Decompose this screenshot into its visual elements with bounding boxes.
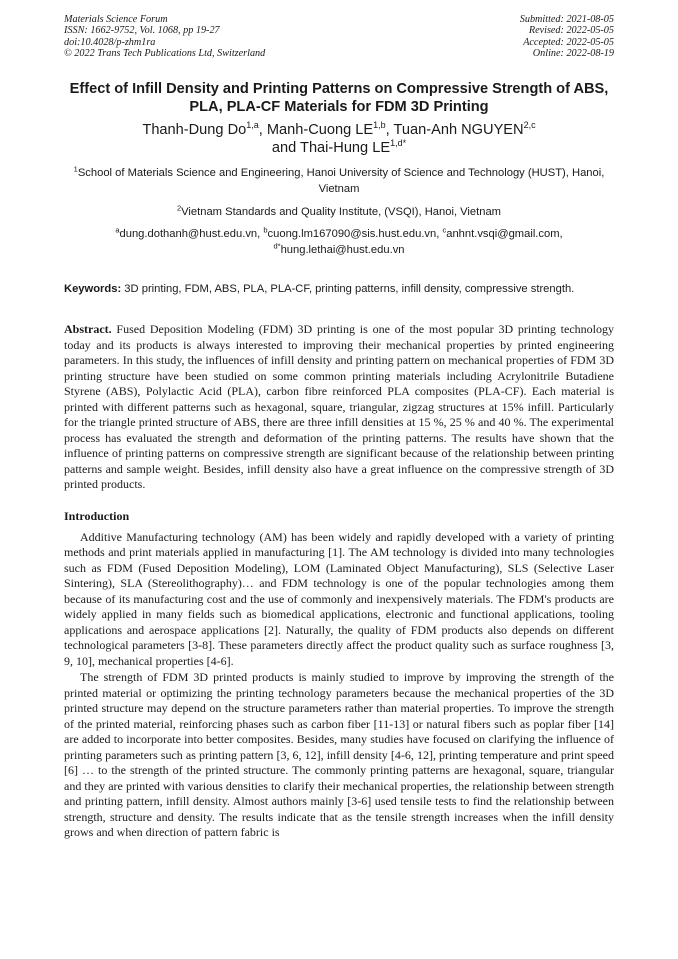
paper-title: Effect of Infill Density and Printing Patterns on Compressive Strength of ABS, PLA, PLA-CF Materials for FDM 3D Printing: [69, 80, 609, 115]
email-b[interactable]: $^b$cuong.lm167090@sis.hust.edu.vn,: [263, 224, 443, 240]
publication-dates: [520, 14, 614, 60]
introduction-heading: Introduction: [64, 508, 130, 523]
keywords-text: 3D printing, FDM, ABS, PLA, PLA-CF, printing patterns, infill density, compressive strength.: [121, 282, 575, 295]
accepted-date: Accepted: 2022-05-05: [523, 36, 614, 48]
journal-name: Materials Science Forum: [64, 14, 168, 25]
keywords-section: [64, 282, 614, 296]
copyright-line: © 2022 Trans Tech Publications Ltd, Switzerland: [64, 48, 266, 60]
author-list: [64, 121, 614, 157]
email-a[interactable]: $^a$dung.dothanh@hust.edu.vn,: [115, 224, 264, 240]
abstract-label: Abstract.: [64, 322, 112, 337]
revised-date: Revised: 2022-05-05: [528, 25, 614, 37]
submitted-date: Submitted: 2021-08-05: [519, 14, 614, 25]
author-2: Manh-Cuong LE$^{1,b}$,: [266, 119, 394, 138]
intro-paragraph-2: The strength of FDM 3D printed products is mainly studied to improve by improving the strength of the printed material or optimizing the printing technology parameters because the mechanical properties of the 3D printed structure may depend on the structure parameters rather than material properties. To improve the strength of the printed material, reinforcing phases such as carbon fiber [11-13] or natural fibers such as poplar fiber [14] are added to incorporate into better composites. Besides, many studies have focused on clarifying the influence of printing parameters such as printing pattern [3, 6, 12], infill density [4-6, 12], printing temperature and print speed [6] … to the strength of the printed structure. The commonly printing patterns are hexagonal, square, triangular and they are printed with various densities to clarify their mechanical properties, the relationship between strength and printing pattern, infill density. Almost authors mainly [3-6] used tensile tests to find the relationship between strength, structure and density. The results indicate that as the tensile strength increases when the infill density grows and when direction of pattern fabric is: [64, 670, 614, 840]
author-emails: [64, 226, 614, 258]
issn-line: ISSN: 1662-9752, Vol. 1068, pp 19-27: [64, 25, 220, 37]
email-d[interactable]: $^{d*}$hung.lethai@hust.edu.vn: [273, 240, 405, 256]
author-1: Thanh-Dung Do$^{1,a}$,: [142, 119, 267, 138]
doi-line: doi:10.4028/p-zhm1ra: [64, 36, 156, 48]
abstract-text: Fused Deposition Modeling (FDM) 3D printing is one of the most popular 3D printing technology today and its products is always interested to improving their mechanical properties by printed engineering parameters. In this study, the influences of infill density and printing pattern on mechanical properties of FDM 3D printing structure have been studied on some common printing materials including Acrylonitrile Butadiene Styrene (ABS), Polylactic Acid (PLA), carbon fibre reinforced PLA composites (PLA-CF). Each material is printed with different patterns such as hexagonal, square, triangular, zigzag structures at 15% infill. Particularly for the triangle printed structure of ABS, there are three infill densities at 15 %, 25 % and 40 %. The experimental process has evaluated the strength and deformation of the printing patterns. The results have shown that the influence of printing patterns on compressive strength are significant because of the relationship between printing patterns and sample weight. Besides, infill density also have a great influence on the compressive strength of 3D printed products.: [64, 322, 614, 492]
author-3: Tuan-Anh NGUYEN$^{2,c}$: [393, 119, 536, 138]
journal-header: [64, 14, 614, 60]
author-4: and Thai-Hung $LE^{1,d*}$: [271, 137, 407, 156]
affiliation-2: $^2$Vietnam Standards and Quality Institute, (VSQI), Hanoi, Vietnam: [176, 202, 501, 218]
online-date: Online: 2022-08-19: [532, 48, 614, 60]
intro-paragraph-1: Additive Manufacturing technology (AM) has been widely and rapidly developed with a variety of printing methods and print materials applied in manufacturing [1]. The AM technology is divided into many technologies such as FDM (Fused Deposition Modeling), LOM (Laminated Object Manufacturing), SLS (Selective Laser Sintering), SLA (Stereolithography)… and FDM technology is one of the popular technologies among them because of its manufacturing cost and the use of commonly and inexpensively materials. The FDM's products are widely applied in many fields such as biomedical applications, electronic and functional applications, tooling applications and aerospace applications [2]. Naturally, the quality of FDM products also depends on different technological parameters [3-8]. These parameters directly affect the product quality such as surface roughness [3, 9, 10], mechanical properties [4-6].: [64, 529, 614, 668]
abstract-section: [64, 322, 614, 493]
keywords-label: Keywords:: [64, 282, 122, 295]
publication-info: [64, 14, 265, 60]
affiliation-1: $^1$School of Materials Science and Engineering, Hanoi University of Science and Technology (HUST), Hanoi, Vietnam: [73, 163, 605, 195]
email-c[interactable]: $^c$anhnt.vsqi@gmail.com,: [442, 224, 563, 240]
